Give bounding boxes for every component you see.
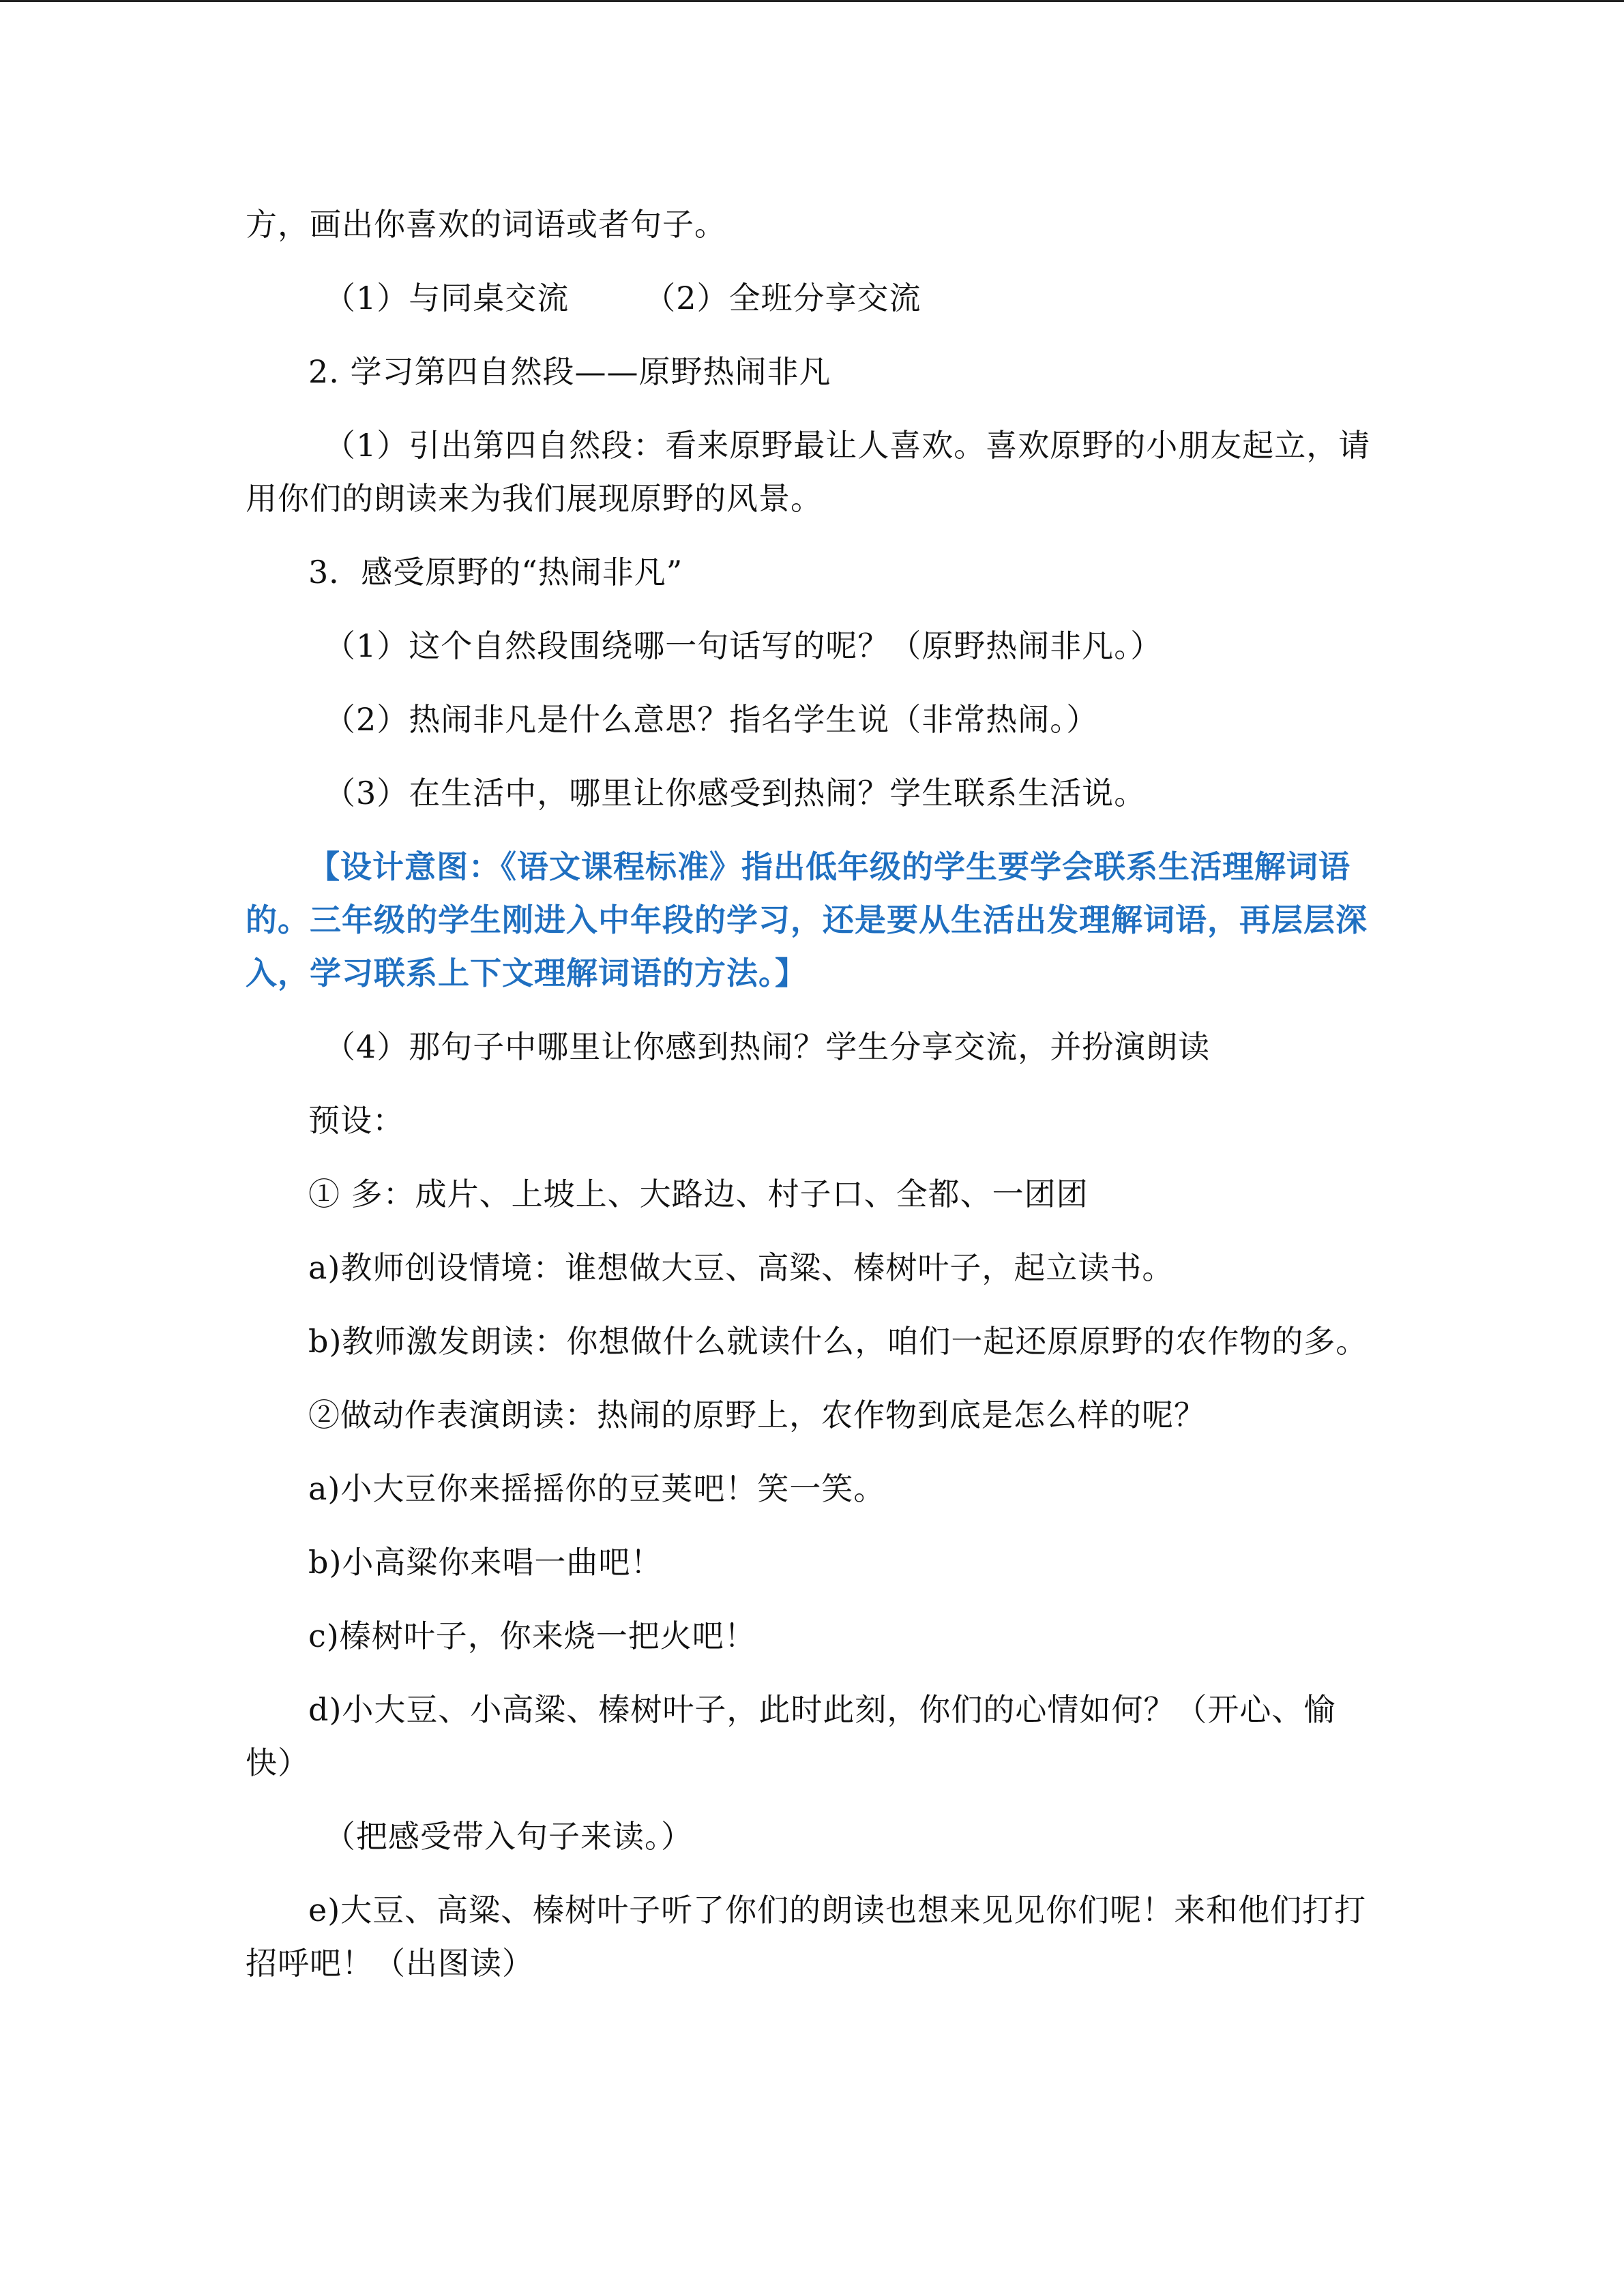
preset-item-2b: b)小高粱你来唱一曲吧！ <box>308 1544 663 1581</box>
paragraph-continuation: 方，画出你喜欢的词语或者句子。 <box>246 206 726 243</box>
preset-item-2: ②做动作表演朗读：热闹的原野上，农作物到底是怎么样的呢？ <box>308 1397 1206 1433</box>
preset-item-1: ① 多：成片、上坡上、大路边、村子口、全都、一团团 <box>308 1176 1089 1212</box>
preset-item-2c: c)榛树叶子，你来烧一把火吧！ <box>308 1617 756 1654</box>
question-1: （1）这个自然段围绕哪一句话写的呢？（原野热闹非凡。） <box>324 627 1163 664</box>
preset-item-2d-note: （把感受带入句子来读。） <box>324 1818 693 1855</box>
preset-item-2e: e)大豆、高粱、榛树叶子听了你们的朗读也想来见见你们呢！来和他们打打招呼吧！（出图读） <box>246 1892 1367 1982</box>
paragraph-exchange-options <box>246 271 1378 325</box>
preset-label: 预设： <box>308 1102 404 1139</box>
exchange-option-1: （1）与同桌交流 <box>324 280 570 316</box>
paragraph-introduce-fourth: （1）引出第四自然段：看来原野最让人喜欢。喜欢原野的小朋友起立，请用你们的朗读来为我们展现原野的风景。 <box>246 427 1371 517</box>
section-heading-2: 2. 学习第四自然段——原野热闹非凡 <box>308 353 831 390</box>
section-heading-3: 3．感受原野的“热闹非凡” <box>308 554 683 591</box>
preset-item-1a: a)教师创设情境：谁想做大豆、高粱、榛树叶子，起立读书。 <box>308 1249 1175 1286</box>
question-3: （3）在生活中，哪里让你感受到热闹？学生联系生活说。 <box>324 775 1147 811</box>
question-2: （2）热闹非凡是什么意思？指名学生说（非常热闹。） <box>324 701 1099 738</box>
page-top-border <box>0 0 1624 2</box>
question-4: （4）那句子中哪里让你感到热闹？学生分享交流，并扮演朗读 <box>324 1028 1211 1065</box>
preset-item-2a: a)小大豆你来摇摇你的豆荚吧！笑一笑。 <box>308 1470 886 1507</box>
preset-item-1b: b)教师激发朗读：你想做什么就读什么，咱们一起还原原野的农作物的多。 <box>308 1323 1368 1360</box>
preset-item-2d: d)小大豆、小高粱、榛树叶子，此时此刻，你们的心情如何？（开心、愉快） <box>246 1691 1336 1781</box>
design-intent-note: 【设计意图：《语文课程标准》指出低年级的学生要学会联系生活理解词语的。三年级的学生刚进入中年段的学习，还是要从生活出发理解词语，再层层深入，学习联系上下文理解词语的方法。】 <box>246 848 1368 992</box>
exchange-option-2: （2）全班分享交流 <box>644 280 921 316</box>
document-body <box>246 198 1378 1990</box>
